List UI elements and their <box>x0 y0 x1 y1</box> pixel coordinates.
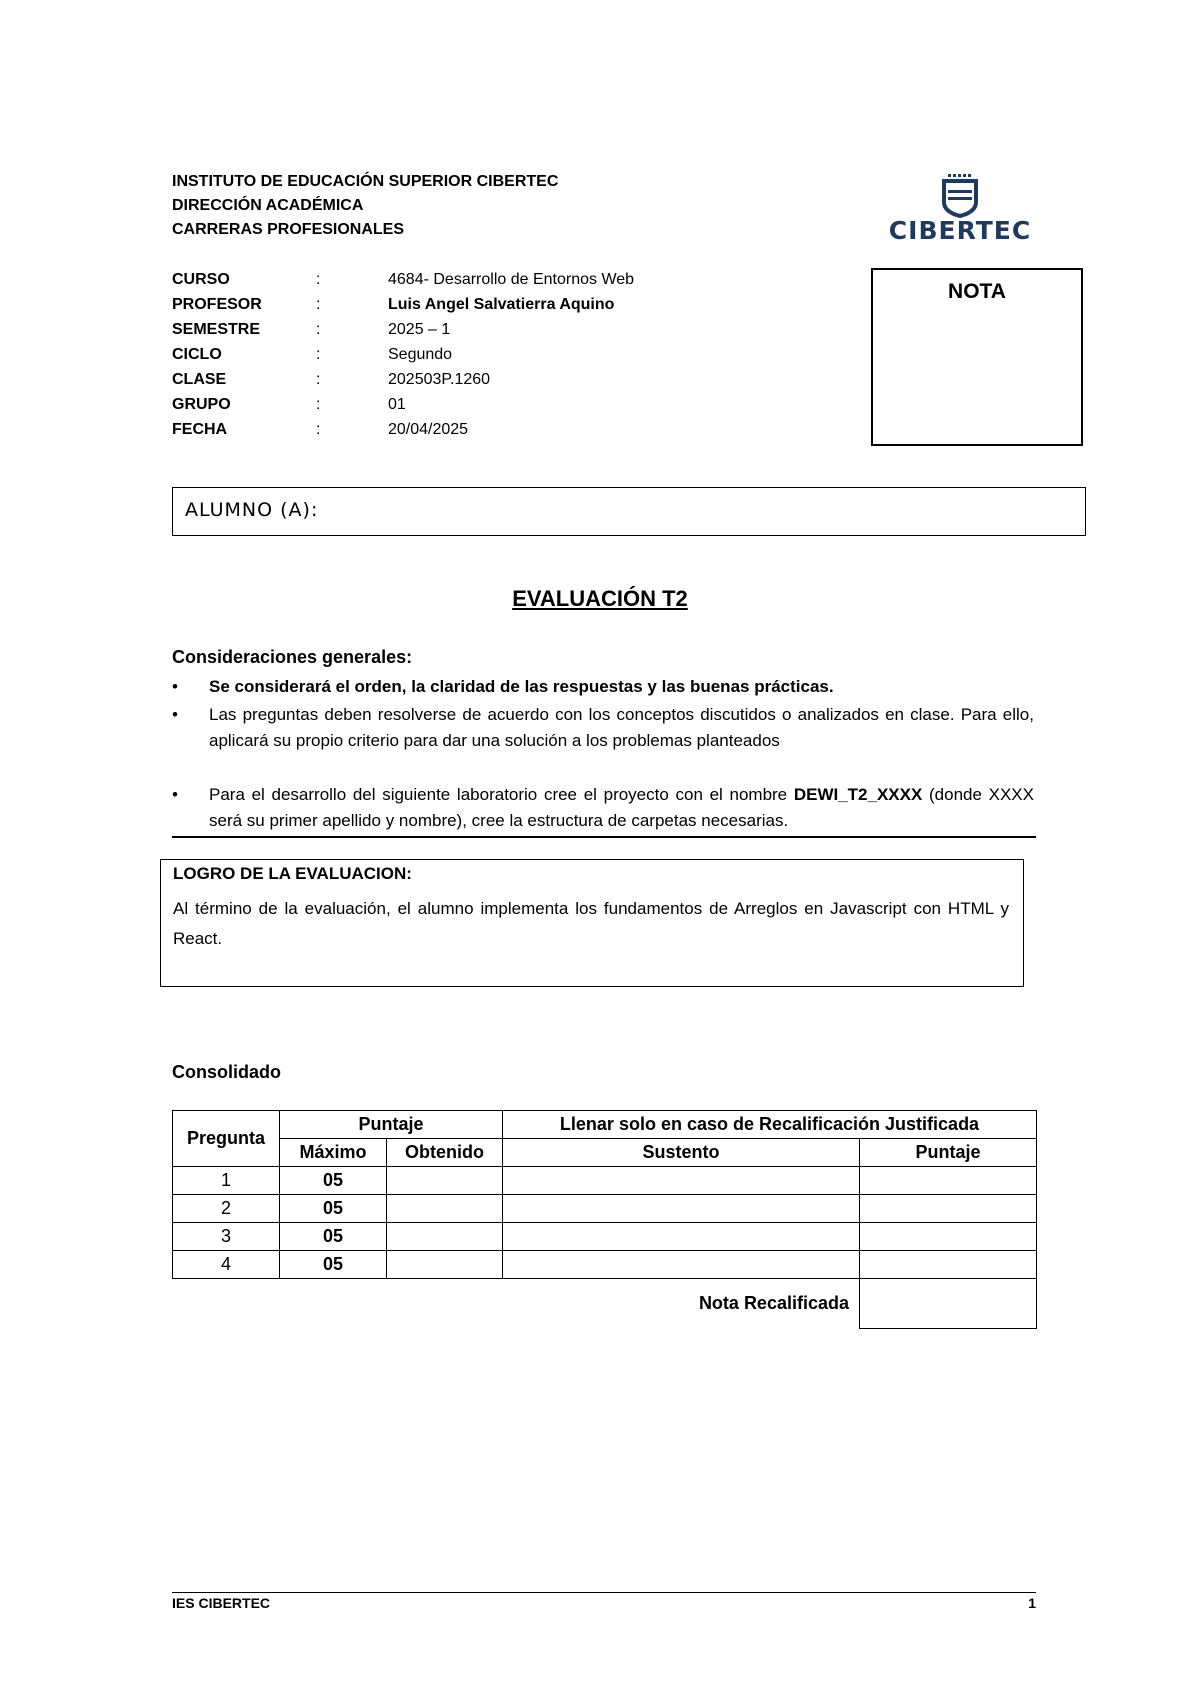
info-value: 2025 – 1 <box>388 321 451 338</box>
cell-obtenido[interactable] <box>387 1195 503 1223</box>
info-value: 20/04/2025 <box>388 421 469 438</box>
info-value: 202503P.1260 <box>388 371 491 388</box>
info-label: CURSO <box>172 271 230 288</box>
info-colon: : <box>316 421 321 438</box>
info-colon: : <box>316 346 321 363</box>
table-row <box>173 1167 1037 1195</box>
logro-title: LOGRO DE LA EVALUACION: <box>173 864 412 883</box>
info-colon: : <box>316 396 321 413</box>
cell-puntaje[interactable] <box>860 1195 1037 1223</box>
academic-direction: DIRECCIÓN ACADÉMICA <box>172 197 364 214</box>
bullet-icon: • <box>172 705 178 724</box>
consideration-text: Las preguntas deben resolverse de acuerdo con los conceptos discutidos o analizados en clase. Para ello, aplicará su propio criterio para dar una solución a los problemas planteados <box>209 705 1034 750</box>
consideration-text: Se considerará el orden, la claridad de las respuestas y las buenas prácticas. <box>209 677 834 696</box>
consolidado-table <box>172 1110 1037 1329</box>
footer-divider <box>172 1592 1036 1593</box>
logro-box <box>160 859 1024 987</box>
info-label: FECHA <box>172 421 228 438</box>
info-label: PROFESOR <box>172 296 262 313</box>
consideration-text-part: (donde XXXX será su primer apellido y nombre), cree la estructura de carpetas necesarias. <box>209 785 1034 830</box>
cell-pregunta: 1 <box>173 1167 280 1195</box>
logo-text: CIBERTEC <box>888 216 1032 245</box>
cell-sustento[interactable] <box>503 1223 860 1251</box>
cell-puntaje[interactable] <box>860 1223 1037 1251</box>
info-value: Segundo <box>388 346 453 363</box>
header-sustento: Sustento <box>503 1139 860 1167</box>
section-divider <box>172 836 1036 838</box>
consideration-text <box>209 782 1034 834</box>
info-colon: : <box>316 371 321 388</box>
cell-pregunta: 2 <box>173 1195 280 1223</box>
header-puntaje: Puntaje <box>280 1111 503 1139</box>
header-recalificacion: Llenar solo en caso de Recalificación Justificada <box>503 1111 1037 1139</box>
info-label: CLASE <box>172 371 227 388</box>
consideration-item <box>172 702 1034 754</box>
nota-recalificada-value[interactable] <box>860 1279 1037 1329</box>
cell-pregunta: 3 <box>173 1223 280 1251</box>
table-row <box>173 1223 1037 1251</box>
cell-obtenido[interactable] <box>387 1251 503 1279</box>
cell-sustento[interactable] <box>503 1195 860 1223</box>
consolidado-title: Consolidado <box>172 1062 281 1082</box>
institution-name: INSTITUTO DE EDUCACIÓN SUPERIOR CIBERTEC <box>172 173 559 190</box>
info-label: SEMESTRE <box>172 321 261 338</box>
cell-obtenido[interactable] <box>387 1167 503 1195</box>
bullet-icon: • <box>172 785 178 804</box>
cell-maximo: 05 <box>280 1195 387 1223</box>
project-name: DEWI_T2_XXXX <box>793 785 923 804</box>
alumno-field[interactable] <box>172 487 1086 536</box>
footer-institution: IES CIBERTEC <box>172 1595 271 1611</box>
consideration-item <box>172 782 1034 834</box>
table-row <box>173 1251 1037 1279</box>
cell-puntaje[interactable] <box>860 1167 1037 1195</box>
info-label: CICLO <box>172 346 222 363</box>
cibertec-logo <box>880 172 1040 246</box>
cell-obtenido[interactable] <box>387 1223 503 1251</box>
table-row <box>173 1195 1037 1223</box>
cell-maximo: 05 <box>280 1251 387 1279</box>
bullet-icon: • <box>172 677 178 696</box>
logro-text: Al término de la evaluación, el alumno implementa los fundamentos de Arreglos en Javascript con HTML y React. <box>173 899 1009 948</box>
header-pregunta: Pregunta <box>173 1111 280 1167</box>
alumno-label: ALUMNO (A): <box>185 499 319 521</box>
info-label: GRUPO <box>172 396 231 413</box>
nota-label: NOTA <box>948 280 1006 303</box>
header-puntaje-recal: Puntaje <box>860 1139 1037 1167</box>
header-maximo: Máximo <box>280 1139 387 1167</box>
page-number: 1 <box>1028 1595 1036 1611</box>
info-colon: : <box>316 296 321 313</box>
info-value: 4684- Desarrollo de Entornos Web <box>388 271 635 288</box>
info-colon: : <box>316 271 321 288</box>
nota-box[interactable] <box>871 268 1083 446</box>
cell-maximo: 05 <box>280 1223 387 1251</box>
info-value: 01 <box>388 396 406 413</box>
shield-icon <box>880 172 1040 218</box>
considerations-title: Consideraciones generales: <box>172 647 413 667</box>
nota-recalificada-label: Nota Recalificada <box>698 1293 849 1314</box>
consideration-text-part: Para el desarrollo del siguiente laboratorio cree el proyecto con el nombre <box>209 785 788 804</box>
header-obtenido: Obtenido <box>387 1139 503 1167</box>
cell-puntaje[interactable] <box>860 1251 1037 1279</box>
cell-pregunta: 4 <box>173 1251 280 1279</box>
cell-sustento[interactable] <box>503 1251 860 1279</box>
cell-maximo: 05 <box>280 1167 387 1195</box>
evaluation-title: EVALUACIÓN T2 <box>512 586 688 611</box>
info-colon: : <box>316 321 321 338</box>
consideration-item <box>172 674 1034 700</box>
professional-careers: CARRERAS PROFESIONALES <box>172 221 405 238</box>
info-value: Luis Angel Salvatierra Aquino <box>388 296 615 313</box>
cell-sustento[interactable] <box>503 1167 860 1195</box>
